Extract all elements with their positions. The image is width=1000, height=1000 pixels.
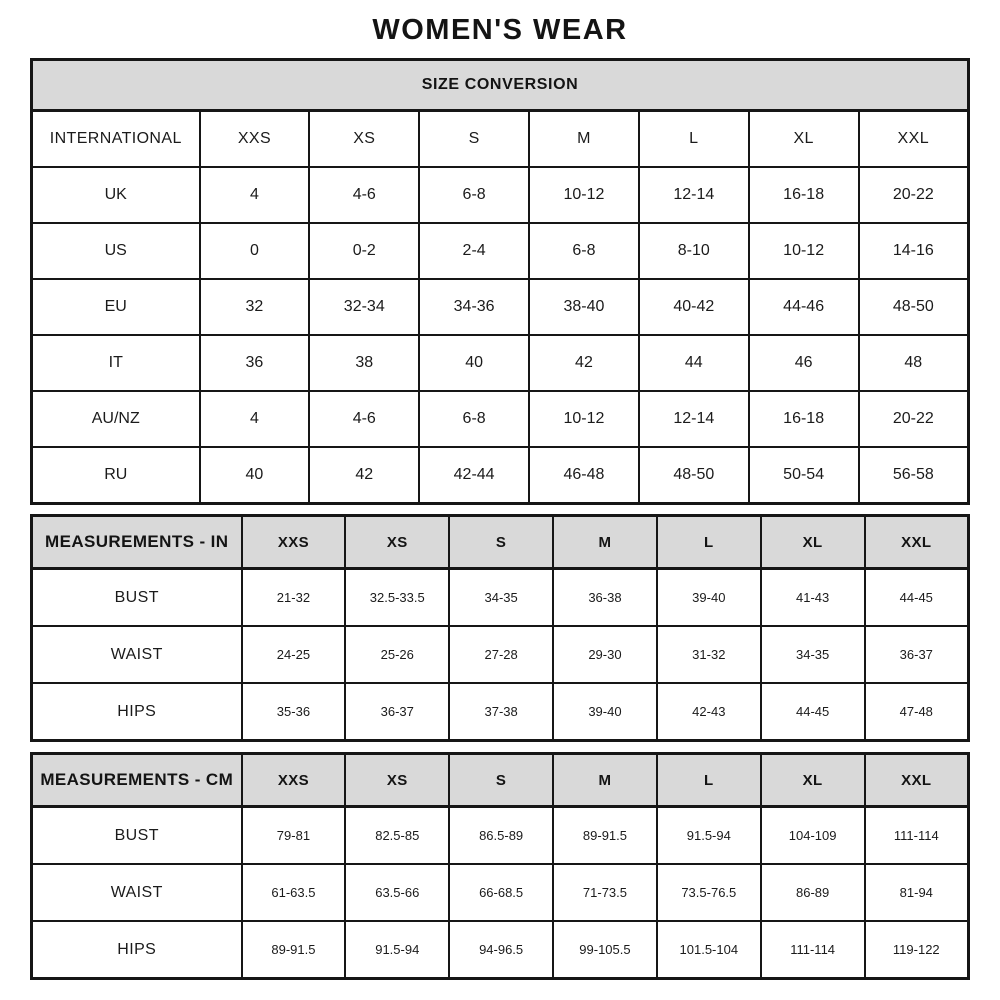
table-row-us — [32, 223, 969, 279]
cell: 89-91.5 — [242, 921, 346, 979]
row-label: HIPS — [32, 921, 242, 979]
size-header-s: S — [449, 516, 553, 569]
cell: 4 — [200, 391, 310, 447]
row-label: WAIST — [32, 864, 242, 921]
cell: 48 — [859, 335, 969, 391]
cell: 71-73.5 — [553, 864, 657, 921]
size-conversion-header: SIZE CONVERSION — [32, 60, 969, 111]
column-header-m: M — [529, 111, 639, 168]
size-header-s: S — [449, 754, 553, 807]
cell: 91.5-94 — [345, 921, 449, 979]
cell: 36-37 — [865, 626, 969, 683]
page-title: WOMEN'S WEAR — [372, 14, 628, 46]
column-header-xxl: XXL — [859, 111, 969, 168]
cell: 32.5-33.5 — [345, 569, 449, 627]
cell: 6-8 — [419, 167, 529, 223]
cell: 79-81 — [242, 807, 346, 865]
cell: 56-58 — [859, 447, 969, 504]
cell: 39-40 — [657, 569, 761, 627]
table-row-waist-in — [32, 626, 969, 683]
cell: 40-42 — [639, 279, 749, 335]
cell: 12-14 — [639, 391, 749, 447]
row-label: UK — [32, 167, 200, 223]
size-header-xs: XS — [345, 754, 449, 807]
cell: 47-48 — [865, 683, 969, 741]
cell: 48-50 — [859, 279, 969, 335]
cell: 82.5-85 — [345, 807, 449, 865]
row-label: IT — [32, 335, 200, 391]
cell: 36-38 — [553, 569, 657, 627]
cell: 2-4 — [419, 223, 529, 279]
cell: 34-35 — [449, 569, 553, 627]
cell: 4 — [200, 167, 310, 223]
table-row-it — [32, 335, 969, 391]
row-label: HIPS — [32, 683, 242, 741]
column-header-xs: XS — [309, 111, 419, 168]
cell: 42 — [309, 447, 419, 504]
row-label: RU — [32, 447, 200, 504]
row-label: BUST — [32, 569, 242, 627]
cell: 0 — [200, 223, 310, 279]
table-row-bust-in — [32, 569, 969, 627]
cell: 4-6 — [309, 391, 419, 447]
cell: 44-45 — [865, 569, 969, 627]
size-header-xl: XL — [761, 516, 865, 569]
measurements-in-header-row — [32, 516, 969, 569]
column-header-xl: XL — [749, 111, 859, 168]
table-row-ru — [32, 447, 969, 504]
cell: 36-37 — [345, 683, 449, 741]
cell: 41-43 — [761, 569, 865, 627]
cell: 32-34 — [309, 279, 419, 335]
cell: 42-44 — [419, 447, 529, 504]
column-header-l: L — [639, 111, 749, 168]
cell: 24-25 — [242, 626, 346, 683]
cell: 89-91.5 — [553, 807, 657, 865]
size-header-row — [32, 111, 969, 168]
cell: 94-96.5 — [449, 921, 553, 979]
size-header-xxl: XXL — [865, 754, 969, 807]
size-header-xxs: XXS — [242, 754, 346, 807]
cell: 99-105.5 — [553, 921, 657, 979]
cell: 31-32 — [657, 626, 761, 683]
cell: 10-12 — [529, 167, 639, 223]
cell: 61-63.5 — [242, 864, 346, 921]
cell: 86.5-89 — [449, 807, 553, 865]
measurements-in-table — [30, 514, 970, 742]
size-header-m: M — [553, 516, 657, 569]
cell: 40 — [200, 447, 310, 504]
size-conversion-table — [30, 58, 970, 505]
cell: 46 — [749, 335, 859, 391]
row-label: BUST — [32, 807, 242, 865]
size-header-l: L — [657, 516, 761, 569]
cell: 48-50 — [639, 447, 749, 504]
cell: 50-54 — [749, 447, 859, 504]
size-header-xl: XL — [761, 754, 865, 807]
cell: 16-18 — [749, 391, 859, 447]
measurements-cm-table — [30, 752, 970, 980]
cell: 16-18 — [749, 167, 859, 223]
cell: 4-6 — [309, 167, 419, 223]
cell: 66-68.5 — [449, 864, 553, 921]
cell: 32 — [200, 279, 310, 335]
cell: 44 — [639, 335, 749, 391]
table-row-eu — [32, 279, 969, 335]
cell: 8-10 — [639, 223, 749, 279]
column-header-xxs: XXS — [200, 111, 310, 168]
cell: 10-12 — [749, 223, 859, 279]
row-label: EU — [32, 279, 200, 335]
cell: 111-114 — [761, 921, 865, 979]
cell: 34-36 — [419, 279, 529, 335]
cell: 6-8 — [419, 391, 529, 447]
row-label: AU/NZ — [32, 391, 200, 447]
row-label: US — [32, 223, 200, 279]
cell: 6-8 — [529, 223, 639, 279]
cell: 44-46 — [749, 279, 859, 335]
cell: 42-43 — [657, 683, 761, 741]
cell: 40 — [419, 335, 529, 391]
cell: 38-40 — [529, 279, 639, 335]
section-header-row — [32, 60, 969, 111]
cell: 91.5-94 — [657, 807, 761, 865]
cell: 119-122 — [865, 921, 969, 979]
column-header-s: S — [419, 111, 529, 168]
cell: 10-12 — [529, 391, 639, 447]
cell: 20-22 — [859, 391, 969, 447]
table-row-bust-cm — [32, 807, 969, 865]
measurements-cm-header-row — [32, 754, 969, 807]
row-label: WAIST — [32, 626, 242, 683]
size-chart-page — [30, 0, 970, 980]
cell: 14-16 — [859, 223, 969, 279]
cell: 104-109 — [761, 807, 865, 865]
cell: 44-45 — [761, 683, 865, 741]
measurements-cm-header: MEASUREMENTS - CM — [32, 754, 242, 807]
size-header-xxl: XXL — [865, 516, 969, 569]
cell: 35-36 — [242, 683, 346, 741]
cell: 39-40 — [553, 683, 657, 741]
table-row-waist-cm — [32, 864, 969, 921]
cell: 12-14 — [639, 167, 749, 223]
table-row-uk — [32, 167, 969, 223]
table-row-hips-cm — [32, 921, 969, 979]
cell: 38 — [309, 335, 419, 391]
size-header-l: L — [657, 754, 761, 807]
cell: 86-89 — [761, 864, 865, 921]
cell: 20-22 — [859, 167, 969, 223]
cell: 29-30 — [553, 626, 657, 683]
measurements-in-header: MEASUREMENTS - IN — [32, 516, 242, 569]
cell: 81-94 — [865, 864, 969, 921]
cell: 42 — [529, 335, 639, 391]
cell: 46-48 — [529, 447, 639, 504]
cell: 27-28 — [449, 626, 553, 683]
size-header-m: M — [553, 754, 657, 807]
cell: 36 — [200, 335, 310, 391]
table-row-aunz — [32, 391, 969, 447]
size-header-xs: XS — [345, 516, 449, 569]
column-header-international: INTERNATIONAL — [32, 111, 200, 168]
cell: 111-114 — [865, 807, 969, 865]
cell: 25-26 — [345, 626, 449, 683]
cell: 101.5-104 — [657, 921, 761, 979]
cell: 63.5-66 — [345, 864, 449, 921]
cell: 0-2 — [309, 223, 419, 279]
cell: 21-32 — [242, 569, 346, 627]
cell: 73.5-76.5 — [657, 864, 761, 921]
table-row-hips-in — [32, 683, 969, 741]
cell: 37-38 — [449, 683, 553, 741]
cell: 34-35 — [761, 626, 865, 683]
size-header-xxs: XXS — [242, 516, 346, 569]
